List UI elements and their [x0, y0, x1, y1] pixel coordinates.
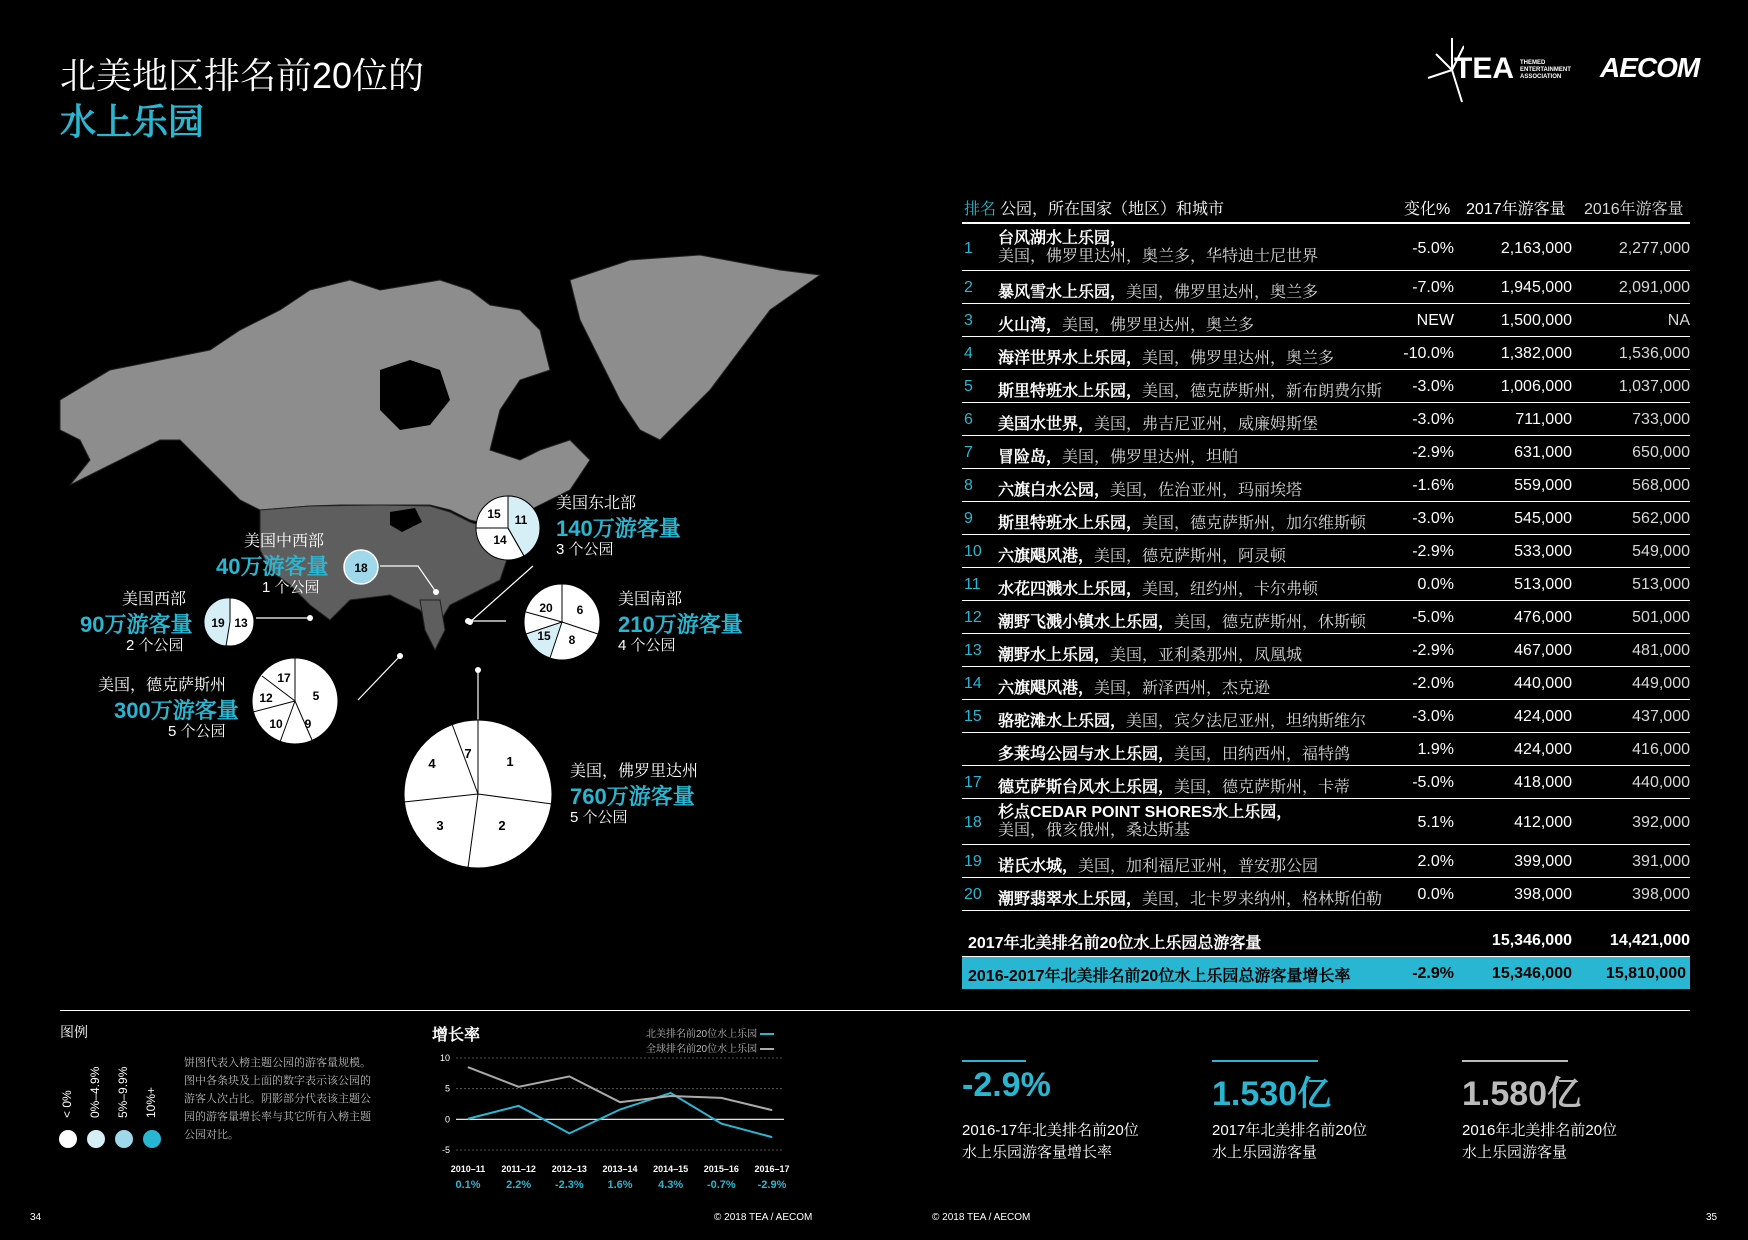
row-2017: 412,000	[1514, 814, 1572, 831]
row-park-name: 杉点CEDAR POINT SHORES水上乐园，	[998, 804, 1293, 821]
row-park-name: 德克萨斯台风水上乐园，	[998, 779, 1175, 796]
row-change: -3.0%	[1412, 510, 1454, 527]
table-header-2017: 2017年游客量	[1466, 201, 1566, 218]
row-2017: 440,000	[1514, 675, 1572, 692]
legend-dot-4	[143, 1130, 161, 1148]
pie-label: 15	[487, 507, 501, 521]
row-2016: 2,091,000	[1618, 279, 1690, 296]
row-rank: 18	[964, 814, 982, 831]
table-row	[962, 536, 1690, 568]
row-2016: 398,000	[1632, 886, 1690, 903]
series-point	[721, 1123, 722, 1124]
row-park-location: 美国，德克萨斯州，加尔维斯顿	[1142, 515, 1367, 532]
row-2017: 1,382,000	[1500, 345, 1572, 362]
row-rank: 17	[964, 774, 982, 791]
table-row	[962, 668, 1690, 700]
row-park-name: 六旗飓风港，	[998, 680, 1095, 697]
row-2016: 501,000	[1632, 609, 1690, 626]
x-tick-label: 2013–14	[602, 1164, 638, 1174]
legend-dot-1	[59, 1130, 77, 1148]
row-change: 0.0%	[1417, 576, 1454, 593]
table-row	[962, 569, 1690, 601]
region-label-northeast: 美国东北部	[556, 495, 637, 512]
growth-2017: 15,346,000	[1491, 965, 1572, 982]
region-label-midwest: 美国中西部	[244, 533, 325, 550]
row-park-location: 美国，德克萨斯州，新布朗费尔斯	[1142, 383, 1383, 400]
row-2016: 562,000	[1632, 510, 1690, 527]
row-2016: 568,000	[1632, 477, 1690, 494]
total-row	[962, 924, 1690, 957]
pie-label: 20	[539, 601, 553, 615]
growth-line-chart	[432, 1050, 792, 1200]
row-change: -10.0%	[1403, 345, 1454, 362]
row-2017: 467,000	[1514, 642, 1572, 659]
row-2017: 533,000	[1514, 543, 1572, 560]
growth-label: 2016-2017年北美排名前20位水上乐园总游客量增长率	[968, 968, 1351, 985]
legend-desc-line: 园的游客量增长率与其它所有入榜主题	[184, 1111, 371, 1123]
page-number-left: 34	[30, 1212, 42, 1223]
pie-west	[204, 596, 256, 648]
pie-south	[522, 582, 602, 662]
row-park-location: 美国，新泽西州，杰克逊	[1094, 680, 1271, 697]
table-row	[962, 635, 1690, 667]
legend-cat-2: 0%–4.9%	[88, 1066, 102, 1118]
region-label-west: 美国西部	[122, 591, 187, 608]
legend-dot-2	[87, 1130, 105, 1148]
series-point	[670, 1092, 671, 1093]
kpi-value-1: -2.9%	[962, 1066, 1051, 1104]
kpi-desc-line: 2016年北美排名前20位	[1462, 1122, 1618, 1139]
row-park-name: 火山湾，	[998, 317, 1063, 334]
row-rank: 11	[964, 576, 981, 593]
pie-label: 12	[259, 691, 273, 705]
row-park-name: 多莱坞公园与水上乐园，	[998, 746, 1175, 763]
table-row	[962, 470, 1690, 502]
x-tick-label: 2010–11	[450, 1164, 486, 1174]
x-tick-label: 2015–16	[703, 1164, 739, 1174]
legend-series-na: 北美排名前20位水上乐园	[646, 1029, 758, 1040]
row-park-location: 美国，佛罗里达州，坦帕	[1062, 449, 1239, 466]
legend-desc-line: 图中各条块及上面的数字表示该公园的	[184, 1075, 371, 1087]
legend-desc-line: 公园对比。	[184, 1129, 239, 1141]
row-rank: 19	[964, 853, 982, 870]
copyright-left: © 2018 TEA / AECOM	[714, 1212, 813, 1223]
pie-label: 18	[354, 561, 368, 575]
total-2017: 15,346,000	[1491, 932, 1572, 949]
row-2016: 437,000	[1632, 708, 1690, 725]
row-2016: 650,000	[1632, 444, 1690, 461]
series-point	[772, 1110, 773, 1111]
table-row	[962, 767, 1690, 799]
row-park-name: 斯里特班水上乐园，	[998, 515, 1143, 532]
data-label: -0.7%	[706, 1179, 736, 1191]
region-parks-northeast: 3 个公园	[556, 541, 614, 558]
kpi-desc-1	[962, 1120, 1139, 1164]
row-2017: 418,000	[1514, 774, 1572, 791]
table-row	[962, 338, 1690, 370]
row-park-location: 美国，弗吉尼亚州，威廉姆斯堡	[1094, 416, 1319, 433]
row-rank: 5	[964, 378, 973, 395]
pie-label: 9	[304, 717, 312, 731]
legend-cat-4: 10%+	[144, 1086, 158, 1118]
data-label: -2.9%	[757, 1179, 787, 1191]
row-park-name: 暴风雪水上乐园，	[998, 284, 1127, 301]
y-tick-label: -5	[441, 1145, 450, 1155]
row-2017: 1,006,000	[1500, 378, 1572, 395]
pie-texas	[250, 656, 340, 746]
row-rank: 3	[964, 312, 973, 329]
row-park-name: 六旗飓风港，	[998, 548, 1095, 565]
page-number-right: 35	[1706, 1212, 1718, 1223]
region-parks-west: 2 个公园	[126, 637, 184, 654]
row-park-location: 美国，宾夕法尼亚州，坦纳斯维尔	[1126, 713, 1367, 730]
series-point	[468, 1067, 469, 1068]
row-park-name: 水花四溅水上乐园，	[998, 581, 1143, 598]
row-park-name: 六旗白水公园，	[998, 482, 1111, 499]
pie-label: 10	[269, 717, 283, 731]
table-row	[962, 846, 1690, 878]
kpi-line-1	[962, 1060, 1026, 1062]
table-row	[962, 879, 1690, 911]
table-header-2016: 2016年游客量	[1584, 201, 1684, 218]
kpi-desc-line: 2017年北美排名前20位	[1212, 1122, 1368, 1139]
series-point	[569, 1133, 570, 1134]
row-park-location: 美国，佐治亚州，玛丽埃塔	[1110, 482, 1303, 499]
growth-change: -2.9%	[1412, 965, 1454, 982]
table-row	[962, 602, 1690, 634]
row-park-name: 潮野水上乐园，	[998, 647, 1111, 664]
pie-label: 2	[498, 818, 506, 833]
row-park-location: 美国，佛罗里达州，奥兰多	[1062, 317, 1255, 334]
row-park-location: 美国，佛罗里达州，奥兰多，华特迪士尼世界	[998, 248, 1319, 265]
series-point	[721, 1097, 722, 1098]
legend-cat-3: 5%–9.9%	[116, 1066, 130, 1118]
series-point	[468, 1118, 469, 1119]
row-2017: 424,000	[1514, 741, 1572, 758]
legend-series-global: 全球排名前20位水上乐园	[646, 1044, 758, 1055]
tea-sub-1: THEMED	[1520, 60, 1546, 66]
tea-sub-3: ASSOCIATION	[1520, 74, 1562, 80]
row-rank: 13	[964, 642, 982, 659]
pie-label: 19	[211, 616, 225, 630]
region-visitors-texas: 300万游客量	[114, 698, 239, 723]
row-park-name: 潮野飞溅小镇水上乐园，	[998, 614, 1175, 631]
row-rank: 12	[964, 609, 982, 626]
row-change: -5.0%	[1412, 240, 1454, 257]
series-point	[620, 1109, 621, 1110]
kpi-desc-3	[1462, 1120, 1617, 1164]
pie-label: 6	[576, 603, 584, 617]
data-label: 0.1%	[455, 1179, 481, 1191]
page-title: 北美地区排名前20位的	[60, 55, 425, 96]
row-park-name: 骆驼滩水上乐园，	[998, 713, 1127, 730]
row-rank: 6	[964, 411, 973, 428]
row-park-location: 美国，德克萨斯州，卡蒂	[1174, 779, 1351, 796]
pie-label: 14	[493, 533, 507, 547]
row-2017: 2,163,000	[1500, 240, 1572, 257]
table-row	[962, 371, 1690, 403]
region-label-south: 美国南部	[618, 591, 683, 608]
tea-logo-text: TEA	[1454, 52, 1514, 85]
row-rank: 7	[964, 444, 973, 461]
row-rank: 1	[964, 240, 973, 257]
row-rank: 9	[964, 510, 973, 527]
region-parks-texas: 5 个公园	[168, 723, 226, 740]
table-header-park: 公园，所在国家（地区）和城市	[1000, 201, 1225, 218]
row-2016: 481,000	[1632, 642, 1690, 659]
row-2017: 631,000	[1514, 444, 1572, 461]
row-park-location: 美国，佛罗里达州，奥兰多	[1142, 350, 1335, 367]
pie-label: 3	[436, 818, 444, 833]
page-subtitle: 水上乐园	[60, 101, 205, 142]
table-row	[962, 272, 1690, 304]
row-change: -7.0%	[1412, 279, 1454, 296]
row-2016: 549,000	[1632, 543, 1690, 560]
region-label-florida: 美国，佛罗里达州	[570, 763, 699, 780]
section-divider	[60, 1010, 1690, 1011]
series-point	[518, 1105, 519, 1106]
row-park-location: 美国，田纳西州，福特鸽	[1174, 746, 1351, 763]
row-park-location: 美国，俄亥俄州，桑达斯基	[998, 822, 1191, 839]
kpi-desc-line: 2016-17年北美排名前20位	[962, 1122, 1139, 1139]
data-label: 2.2%	[506, 1179, 532, 1191]
row-rank: 14	[964, 675, 982, 692]
region-parks-south: 4 个公园	[618, 637, 676, 654]
series-point	[518, 1086, 519, 1087]
row-2017: 398,000	[1514, 886, 1572, 903]
growth-row	[962, 957, 1690, 989]
data-label: 4.3%	[658, 1179, 684, 1191]
row-park-location: 美国，亚利桑那州，凤凰城	[1110, 647, 1303, 664]
table-header-rank: 排名	[964, 201, 997, 218]
row-2016: 1,536,000	[1618, 345, 1690, 362]
data-label: -2.3%	[554, 1179, 584, 1191]
row-2016: 392,000	[1632, 814, 1690, 831]
tea-sub-2: ENTERTAINMENT	[1520, 67, 1571, 73]
row-2016: 1,037,000	[1618, 378, 1690, 395]
row-park-location: 美国，纽约州，卡尔弗顿	[1142, 581, 1319, 598]
row-change: -3.0%	[1412, 708, 1454, 725]
row-change: 5.1%	[1417, 814, 1454, 831]
kpi-desc-line: 水上乐园游客量	[1212, 1144, 1318, 1161]
y-tick-label: 10	[439, 1053, 450, 1063]
legend-title: 图例	[60, 1024, 88, 1040]
legend-desc-line: 游客人次占比。阴影部分代表该主题公	[184, 1093, 371, 1105]
x-tick-label: 2016–17	[754, 1164, 790, 1174]
data-label: 1.6%	[607, 1179, 633, 1191]
x-tick-label: 2011–12	[501, 1164, 536, 1174]
legend-desc-line: 饼图代表入榜主题公园的游客量规模。	[184, 1057, 371, 1069]
row-park-name: 冒险岛，	[998, 449, 1063, 466]
row-rank: 2	[964, 279, 973, 296]
row-change: -3.0%	[1412, 411, 1454, 428]
row-change: NEW	[1416, 312, 1454, 329]
row-park-location: 美国，德克萨斯州，阿灵顿	[1094, 548, 1287, 565]
total-2016: 14,421,000	[1609, 932, 1690, 949]
row-2017: 545,000	[1514, 510, 1572, 527]
row-park-location: 美国，加利福尼亚州，普安那公园	[1078, 858, 1319, 875]
row-change: 1.9%	[1417, 741, 1454, 758]
kpi-value-2: 1.530亿	[1212, 1075, 1332, 1113]
pie-midwest	[342, 548, 380, 586]
legend-description	[184, 1054, 371, 1144]
connector-texas	[358, 656, 400, 700]
row-2017: 711,000	[1515, 411, 1572, 428]
table-row	[962, 305, 1690, 337]
row-2017: 424,000	[1514, 708, 1572, 725]
row-2016: 733,000	[1632, 411, 1690, 428]
row-2017: 1,500,000	[1500, 312, 1572, 329]
table-row	[962, 701, 1690, 733]
pie-label: 8	[568, 633, 576, 647]
legend-dot-3	[115, 1130, 133, 1148]
table-row	[962, 734, 1690, 766]
pie-label: 17	[277, 671, 291, 685]
table-row	[962, 800, 1690, 845]
series-point	[670, 1096, 671, 1097]
region-label-texas: 美国，德克萨斯州	[98, 677, 227, 694]
row-rank: 8	[964, 477, 973, 494]
pie-label: 1	[506, 754, 514, 769]
row-2016: 449,000	[1632, 675, 1690, 692]
series-point	[569, 1076, 570, 1077]
row-rank: 4	[964, 345, 973, 362]
row-2016: 2,277,000	[1618, 240, 1690, 257]
y-tick-label: 0	[444, 1114, 450, 1125]
row-park-name: 诺氏水城，	[998, 858, 1079, 875]
kpi-desc-line: 水上乐园游客量	[1462, 1144, 1568, 1161]
row-2017: 559,000	[1514, 477, 1572, 494]
pie-florida	[402, 718, 554, 870]
row-2016: 440,000	[1632, 774, 1690, 791]
row-park-location: 美国，佛罗里达州，奥兰多	[1126, 284, 1319, 301]
copyright-right: © 2018 TEA / AECOM	[932, 1212, 1031, 1223]
row-change: -1.6%	[1412, 477, 1454, 494]
region-parks-florida: 5 个公园	[570, 809, 628, 826]
legend-cat-1: < 0%	[60, 1090, 74, 1118]
row-park-location: 美国，德克萨斯州，休斯顿	[1174, 614, 1367, 631]
row-park-name: 潮野翡翠水上乐园，	[998, 891, 1143, 908]
row-2017: 1,945,000	[1500, 279, 1572, 296]
pie-label: 4	[428, 756, 436, 771]
row-change: -2.9%	[1412, 642, 1454, 659]
row-2017: 513,000	[1514, 576, 1572, 593]
table-header-divider	[962, 222, 1690, 224]
region-visitors-northeast: 140万游客量	[556, 516, 681, 541]
pie-label: 5	[312, 689, 320, 703]
row-2017: 476,000	[1514, 609, 1572, 626]
kpi-desc-2	[1212, 1120, 1367, 1164]
series-point	[772, 1137, 773, 1138]
pie-label: 7	[464, 746, 472, 761]
row-rank: 20	[964, 886, 982, 903]
aecom-logo: AECOM	[1600, 52, 1700, 83]
kpi-desc-line: 水上乐园游客量增长率	[962, 1144, 1113, 1161]
chart-title: 增长率	[432, 1027, 481, 1044]
row-park-location: 美国，北卡罗来纳州，格林斯伯勒	[1142, 891, 1383, 908]
row-park-name: 斯里特班水上乐园，	[998, 383, 1143, 400]
table-header-change: 变化%	[1404, 201, 1451, 218]
table-row	[962, 226, 1690, 271]
row-2016: 513,000	[1632, 576, 1690, 593]
y-tick-label: 5	[444, 1083, 450, 1094]
row-change: -5.0%	[1412, 774, 1454, 791]
kpi-line-2	[1212, 1060, 1318, 1062]
series-point	[620, 1102, 621, 1103]
pie-label: 11	[514, 513, 528, 527]
row-park-name: 美国水世界，	[998, 416, 1095, 433]
region-parks-midwest: 1 个公园	[262, 579, 320, 596]
row-change: -2.9%	[1412, 444, 1454, 461]
row-change: 0.0%	[1417, 886, 1454, 903]
total-label: 2017年北美排名前20位水上乐园总游客量	[968, 935, 1262, 952]
row-2016: NA	[1667, 312, 1690, 329]
row-rank: 15	[964, 708, 982, 725]
row-park-name: 海洋世界水上乐园，	[998, 350, 1143, 367]
kpi-line-3	[1462, 1060, 1568, 1062]
region-visitors-florida: 760万游客量	[570, 784, 695, 809]
row-park-name: 台风湖水上乐园，	[998, 230, 1127, 247]
pie-northeast	[474, 494, 542, 562]
row-2016: 416,000	[1632, 741, 1690, 758]
row-rank: 10	[964, 543, 982, 560]
table-row	[962, 404, 1690, 436]
x-tick-label: 2012–13	[551, 1164, 587, 1174]
row-2017: 399,000	[1514, 853, 1572, 870]
row-change: -2.9%	[1412, 543, 1454, 560]
region-visitors-west: 90万游客量	[80, 612, 193, 637]
row-2016: 391,000	[1632, 853, 1690, 870]
connector-midwest	[380, 566, 436, 592]
row-change: -5.0%	[1412, 609, 1454, 626]
region-visitors-south: 210万游客量	[618, 612, 743, 637]
row-change: -3.0%	[1412, 378, 1454, 395]
table-row	[962, 437, 1690, 469]
table-row	[962, 503, 1690, 535]
pie-label: 15	[537, 629, 551, 643]
region-visitors-midwest: 40万游客量	[216, 554, 329, 579]
row-change: -2.0%	[1412, 675, 1454, 692]
x-tick-label: 2014–15	[653, 1164, 689, 1174]
row-change: 2.0%	[1417, 853, 1454, 870]
pie-label: 13	[234, 616, 248, 630]
growth-2016: 15,810,000	[1605, 965, 1686, 982]
kpi-value-3: 1.580亿	[1462, 1075, 1582, 1113]
